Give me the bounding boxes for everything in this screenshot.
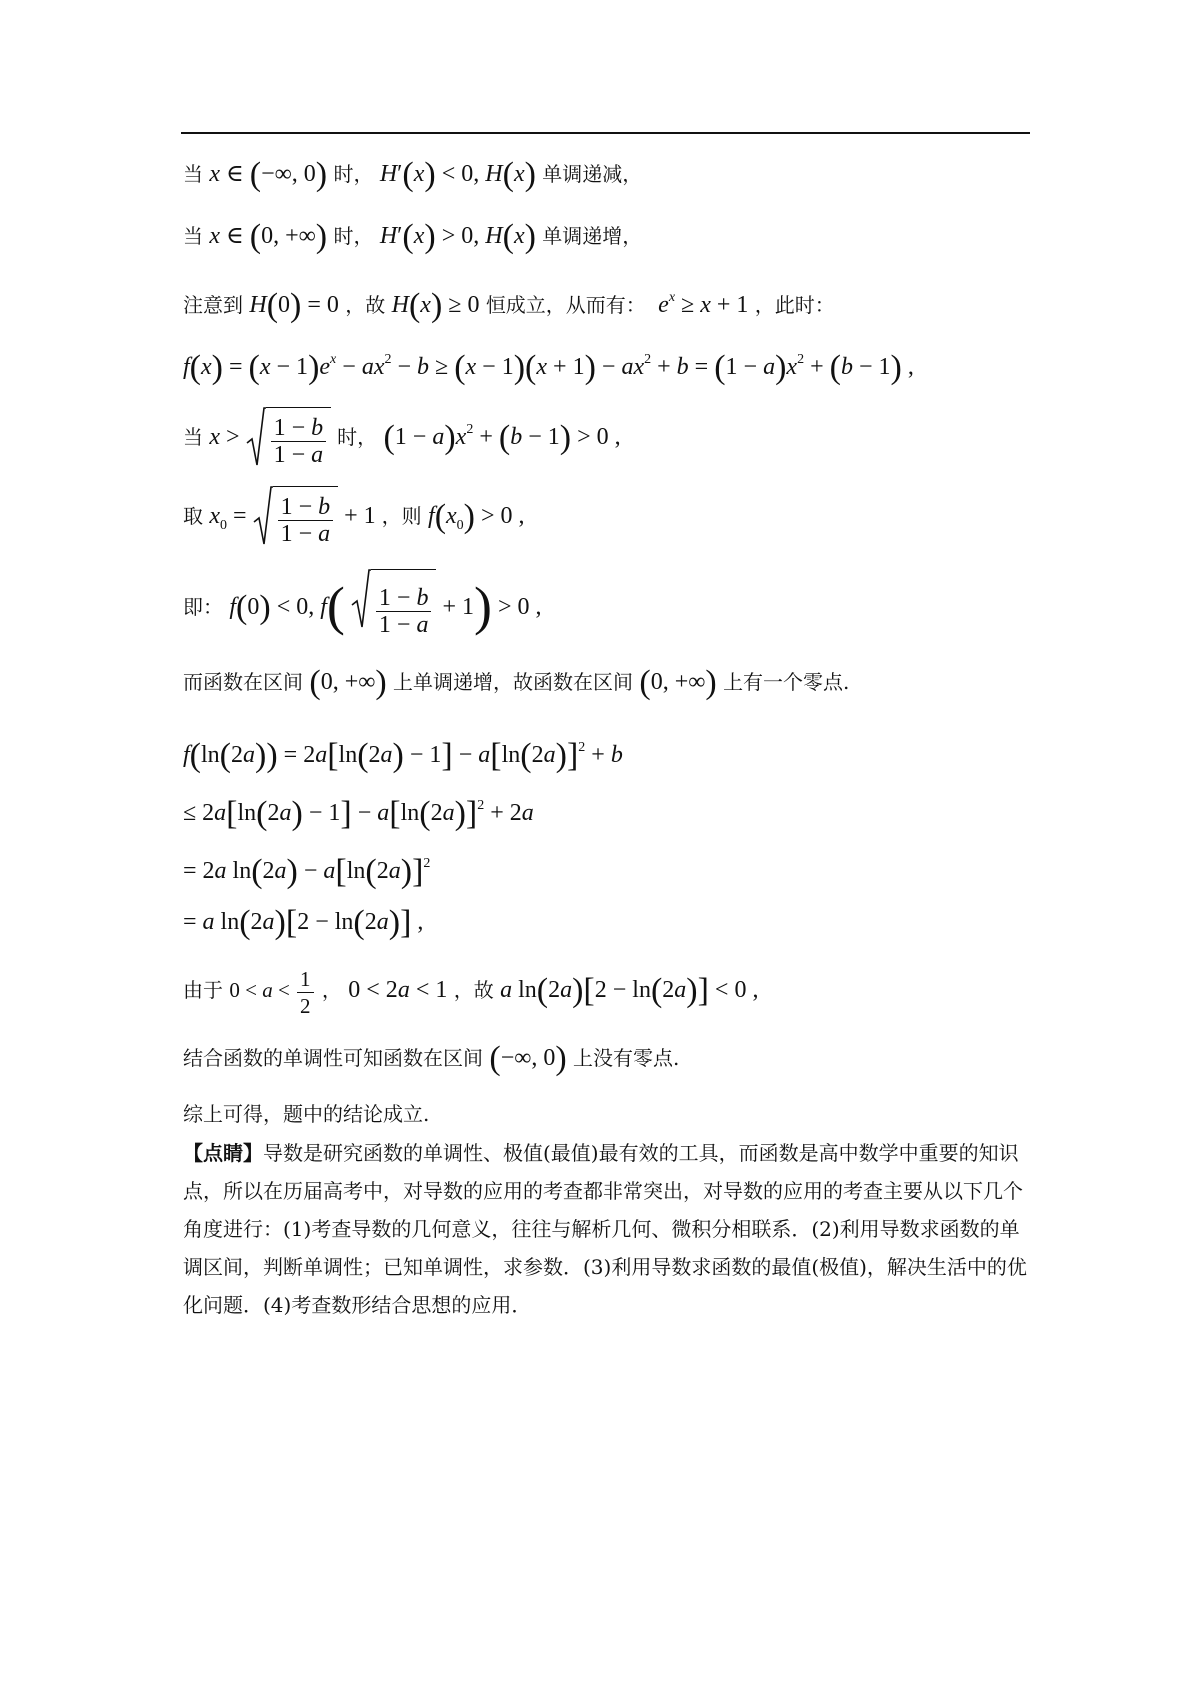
line-sign-change: 即： f(0) < 0, f( $\frac{1 - b}{1 - a}$ + 1) > 0 , <box>183 568 542 648</box>
math-f-ln2a: $f(\ln(2a)) = 2a[\ln(2a) - 1] - a[\ln(2a)]^2 + b$ <box>183 737 623 774</box>
line-since-a: 由于 0 < a < $\frac{1}{2}$ ， 0 < 2a < 1 ，故 a ln(2a)[2 − ln(2a)] < 0 , <box>183 966 759 1018</box>
sqrt-radical: $\frac{1 - b}{1 - a}$ <box>253 486 339 549</box>
line-decreasing: 当 x ∈ (−∞, 0) 时， H′(x) < 0, H(x) 单调递减， <box>183 156 643 193</box>
math-hprime-neg: H′(x) < 0, H(x) <box>379 156 536 193</box>
math-interval-pos: (0, +∞) <box>639 664 717 701</box>
line-f-ln2a <box>183 734 623 774</box>
math-negative-result: a ln(2a)[2 − ln(2a)] < 0 , <box>500 972 759 1009</box>
math-f0-and-fx0: f(0) < 0, f( $\frac{1 - b}{1 - a}$ + 1) > 0 , <box>229 594 541 620</box>
math-exp-ineq: $e^x \ge x + 1$ <box>658 290 749 318</box>
math-hprime-pos: H′(x) > 0, H(x) <box>379 218 536 255</box>
math-f-x0-positive: $f(x_0) > 0$ , <box>428 498 525 536</box>
comment-paragraph <box>183 1134 1031 1324</box>
math-fx-expansion: $f(x) = (x - 1)e^x - ax^2 - b \ge (x - 1)(x + 1) - ax^2 + b = (1 - a)x^2 + (b - 1)$ , <box>183 349 914 386</box>
line-one-zero: 而函数在区间 (0, +∞) 上单调递增，故函数在区间 (0, +∞) 上有一个零点. <box>183 664 850 701</box>
math-interval-neg: x ∈ (−∞, 0) <box>209 156 328 193</box>
math-x-gt-sqrt: x > $\frac{1 - b}{1 - a}$ <box>209 424 337 450</box>
line-no-zero: 结合函数的单调性可知函数在区间 (−∞, 0) 上没有零点. <box>183 1040 680 1077</box>
line-take-x0: 取 $x_0$ = $\frac{1 - b}{1 - a}$ + 1 ，则 $f(x_0) > 0$ , <box>183 486 525 556</box>
line-simplify <box>183 850 431 890</box>
line-factor <box>183 904 424 941</box>
math-eq-step: = 2a $\ln(2a) - a[\ln(2a)]^2$ <box>183 853 431 890</box>
line-bound-2a <box>183 792 534 832</box>
comment-label: 【点睛】 <box>183 1141 263 1165</box>
math-factored: = a ln(2a)[2 − ln(2a)] , <box>183 904 424 941</box>
math-quadratic-positive: $(1 - a)x^2 + (b - 1) > 0$ , <box>383 419 621 456</box>
line-note-h0: 注意到 H(0) = 0 ，故 H(x) ≥ 0 恒成立，从而有： $e^x \ge x + 1$ ，此时： <box>183 287 835 324</box>
math-x0-definition: $x_0$ = $\frac{1 - b}{1 - a}$ + 1 <box>209 503 381 529</box>
math-interval-pos: (0, +∞) <box>309 664 387 701</box>
line-x-threshold: 当 x > $\frac{1 - b}{1 - a}$ 时， $(1 - a)x^2 + (b - 1) > 0$ , <box>183 400 621 470</box>
math-interval-pos: x ∈ (0, +∞) <box>209 218 328 255</box>
math-a-range: 0 < a < $\frac{1}{2}$ <box>229 978 315 1002</box>
sqrt-radical: $\frac{1 - b}{1 - a}$ <box>246 407 332 470</box>
math-h0: H(0) = 0 <box>249 287 339 324</box>
header-rule <box>181 132 1030 134</box>
math-le-step: ≤ $2a[\ln(2a) - 1] - a[\ln(2a)]^2 + 2a$ <box>183 795 534 832</box>
line-fx-bound <box>183 346 914 386</box>
line-increasing: 当 x ∈ (0, +∞) 时， H′(x) > 0, H(x) 单调递增， <box>183 218 643 255</box>
line-conclusion: 综上可得，题中的结论成立. <box>183 1102 430 1126</box>
math-interval-neg: (−∞, 0) <box>489 1040 567 1077</box>
math-2a-range: 0 < 2a < 1 <box>348 977 448 1003</box>
comment-text: 导数是研究函数的单调性、极值(最值)最有效的工具，而函数是高中数学中重要的知识点，所以在历届高考中，对导数的应用的考查都非常突出，对导数的应用的考查主要从以下几个角度进行：(1)考查导数的几何意义，往往与解析几何、微积分相联系．(2)利用导数求函数的单调区间，判断单调性；已知单调性，求参数．(3)利用导数求函数的最值(极值)，解决生活中的优化问题．(4)考查数形结合思想的应用． <box>183 1141 1027 1317</box>
math-hx-ge0: H(x) ≥ 0 <box>391 287 480 324</box>
sqrt-radical: $\frac{1 - b}{1 - a}$ <box>351 569 437 648</box>
